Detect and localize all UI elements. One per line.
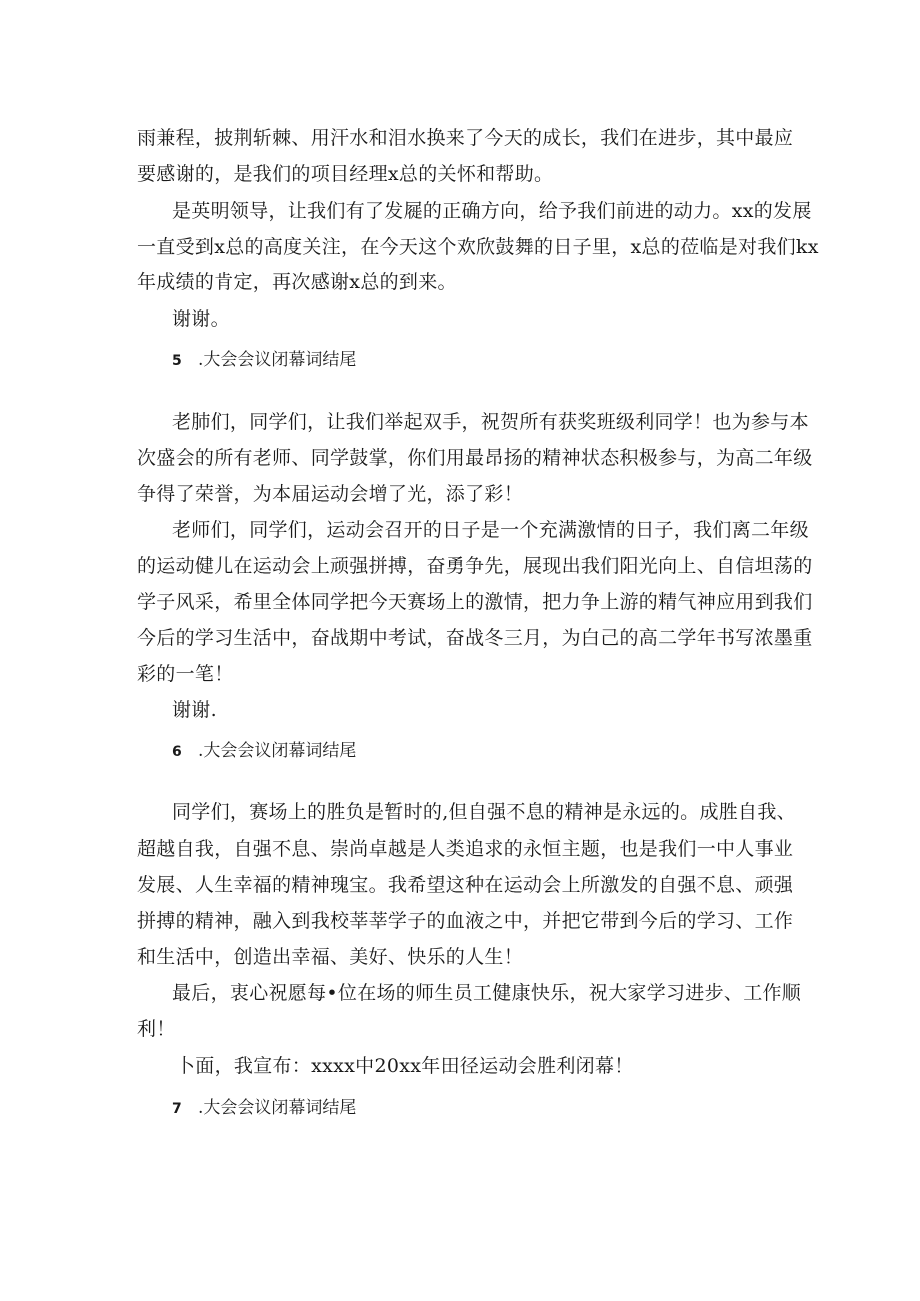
- paragraph-line: 争得了荣誉，为本届运动会增了光，添了彩！: [137, 483, 524, 505]
- paragraph-line: 最后，衷心祝愿每•位在场的师生员工健康快乐，祝大家学习进步、工作顺: [172, 982, 802, 1004]
- paragraph-line: 拼搏的精神，融入到我校莘莘学子的血液之中，并把它带到今后的学习、工作: [137, 910, 794, 932]
- paragraph-line: 和生活中，创造出幸福、美好、快乐的人生！: [137, 946, 524, 968]
- paragraph-line: 次盛会的所有老师、同学鼓掌，你们用最昂扬的精神状态积极参与，为高二年级: [137, 447, 813, 469]
- section-title: .大会会议闭幕词结尾: [198, 741, 357, 761]
- section-heading-7: [172, 1097, 356, 1120]
- paragraph-line: 利！: [137, 1018, 176, 1040]
- paragraph-line: 的运动健儿在运动会上顽强拼搏，奋勇争先，展现出我们阳光向上、自信坦荡的: [137, 555, 813, 577]
- paragraph-line: 彩的一笔！: [137, 663, 234, 685]
- paragraph-line: 一直受到x总的高度关注，在今天这个欢欣鼓舞的日子里，x总的莅临是对我们kx: [137, 236, 819, 258]
- paragraph-line: 要感谢的，是我们的项目经理x总的关怀和帮助。: [137, 163, 554, 185]
- section-heading-6: [172, 740, 356, 763]
- paragraph-line: 今后的学习生活中，奋战期中考试，奋战冬三月，为白己的高二学年书写浓墨重: [137, 627, 813, 649]
- paragraph-line: 发展、人生幸福的精神瑰宝。我希望这种在运动会上所激发的自强不息、顽强: [137, 874, 794, 896]
- closing-announcement: 卜面，我宣布：xxxx中20xx年田径运动会胜利闭幕！: [176, 1055, 634, 1077]
- section-number: 5: [172, 353, 182, 369]
- paragraph-line: 超越自我，自强不息、崇尚卓越是人类追求的永恒主题，也是我们一中人事业: [137, 838, 794, 860]
- paragraph-line: 老肺们，同学们，让我们举起双手，祝贺所有获奖班级利同学！也为参与本: [172, 411, 809, 433]
- paragraph-line: 年成绩的肯定，再次感谢x总的到来。: [137, 271, 457, 293]
- section-heading-5: [172, 349, 356, 372]
- closing-thanks: 谢谢.: [172, 699, 217, 721]
- paragraph-line: 是英明领导，让我们有了发屣的正确方向，给予我们前进的动力。xx的发展: [172, 200, 812, 222]
- paragraph-line: 同学们，赛场上的胜负是暂时的,但自强不息的精神是永远的。成胜自我、: [172, 801, 796, 823]
- section-number: 7: [172, 1101, 182, 1117]
- closing-thanks: 谢谢。: [172, 308, 230, 330]
- paragraph-line: 雨兼程，披荆斩棘、用汗水和泪水换来了今天的成长，我们在进步，其中最应: [137, 127, 794, 149]
- paragraph-line: 老师们，同学们，运动会召开的日子是一个充满激情的日子，我们离二年级: [172, 519, 809, 541]
- section-title: .大会会议闭幕词结尾: [198, 350, 357, 370]
- section-number: 6: [172, 744, 182, 760]
- section-title: .大会会议闭幕词结尾: [198, 1098, 357, 1118]
- paragraph-line: 学子风采，希里全体同学把今天赛场上的激情，把力争上游的精气神应用到我们: [137, 591, 813, 613]
